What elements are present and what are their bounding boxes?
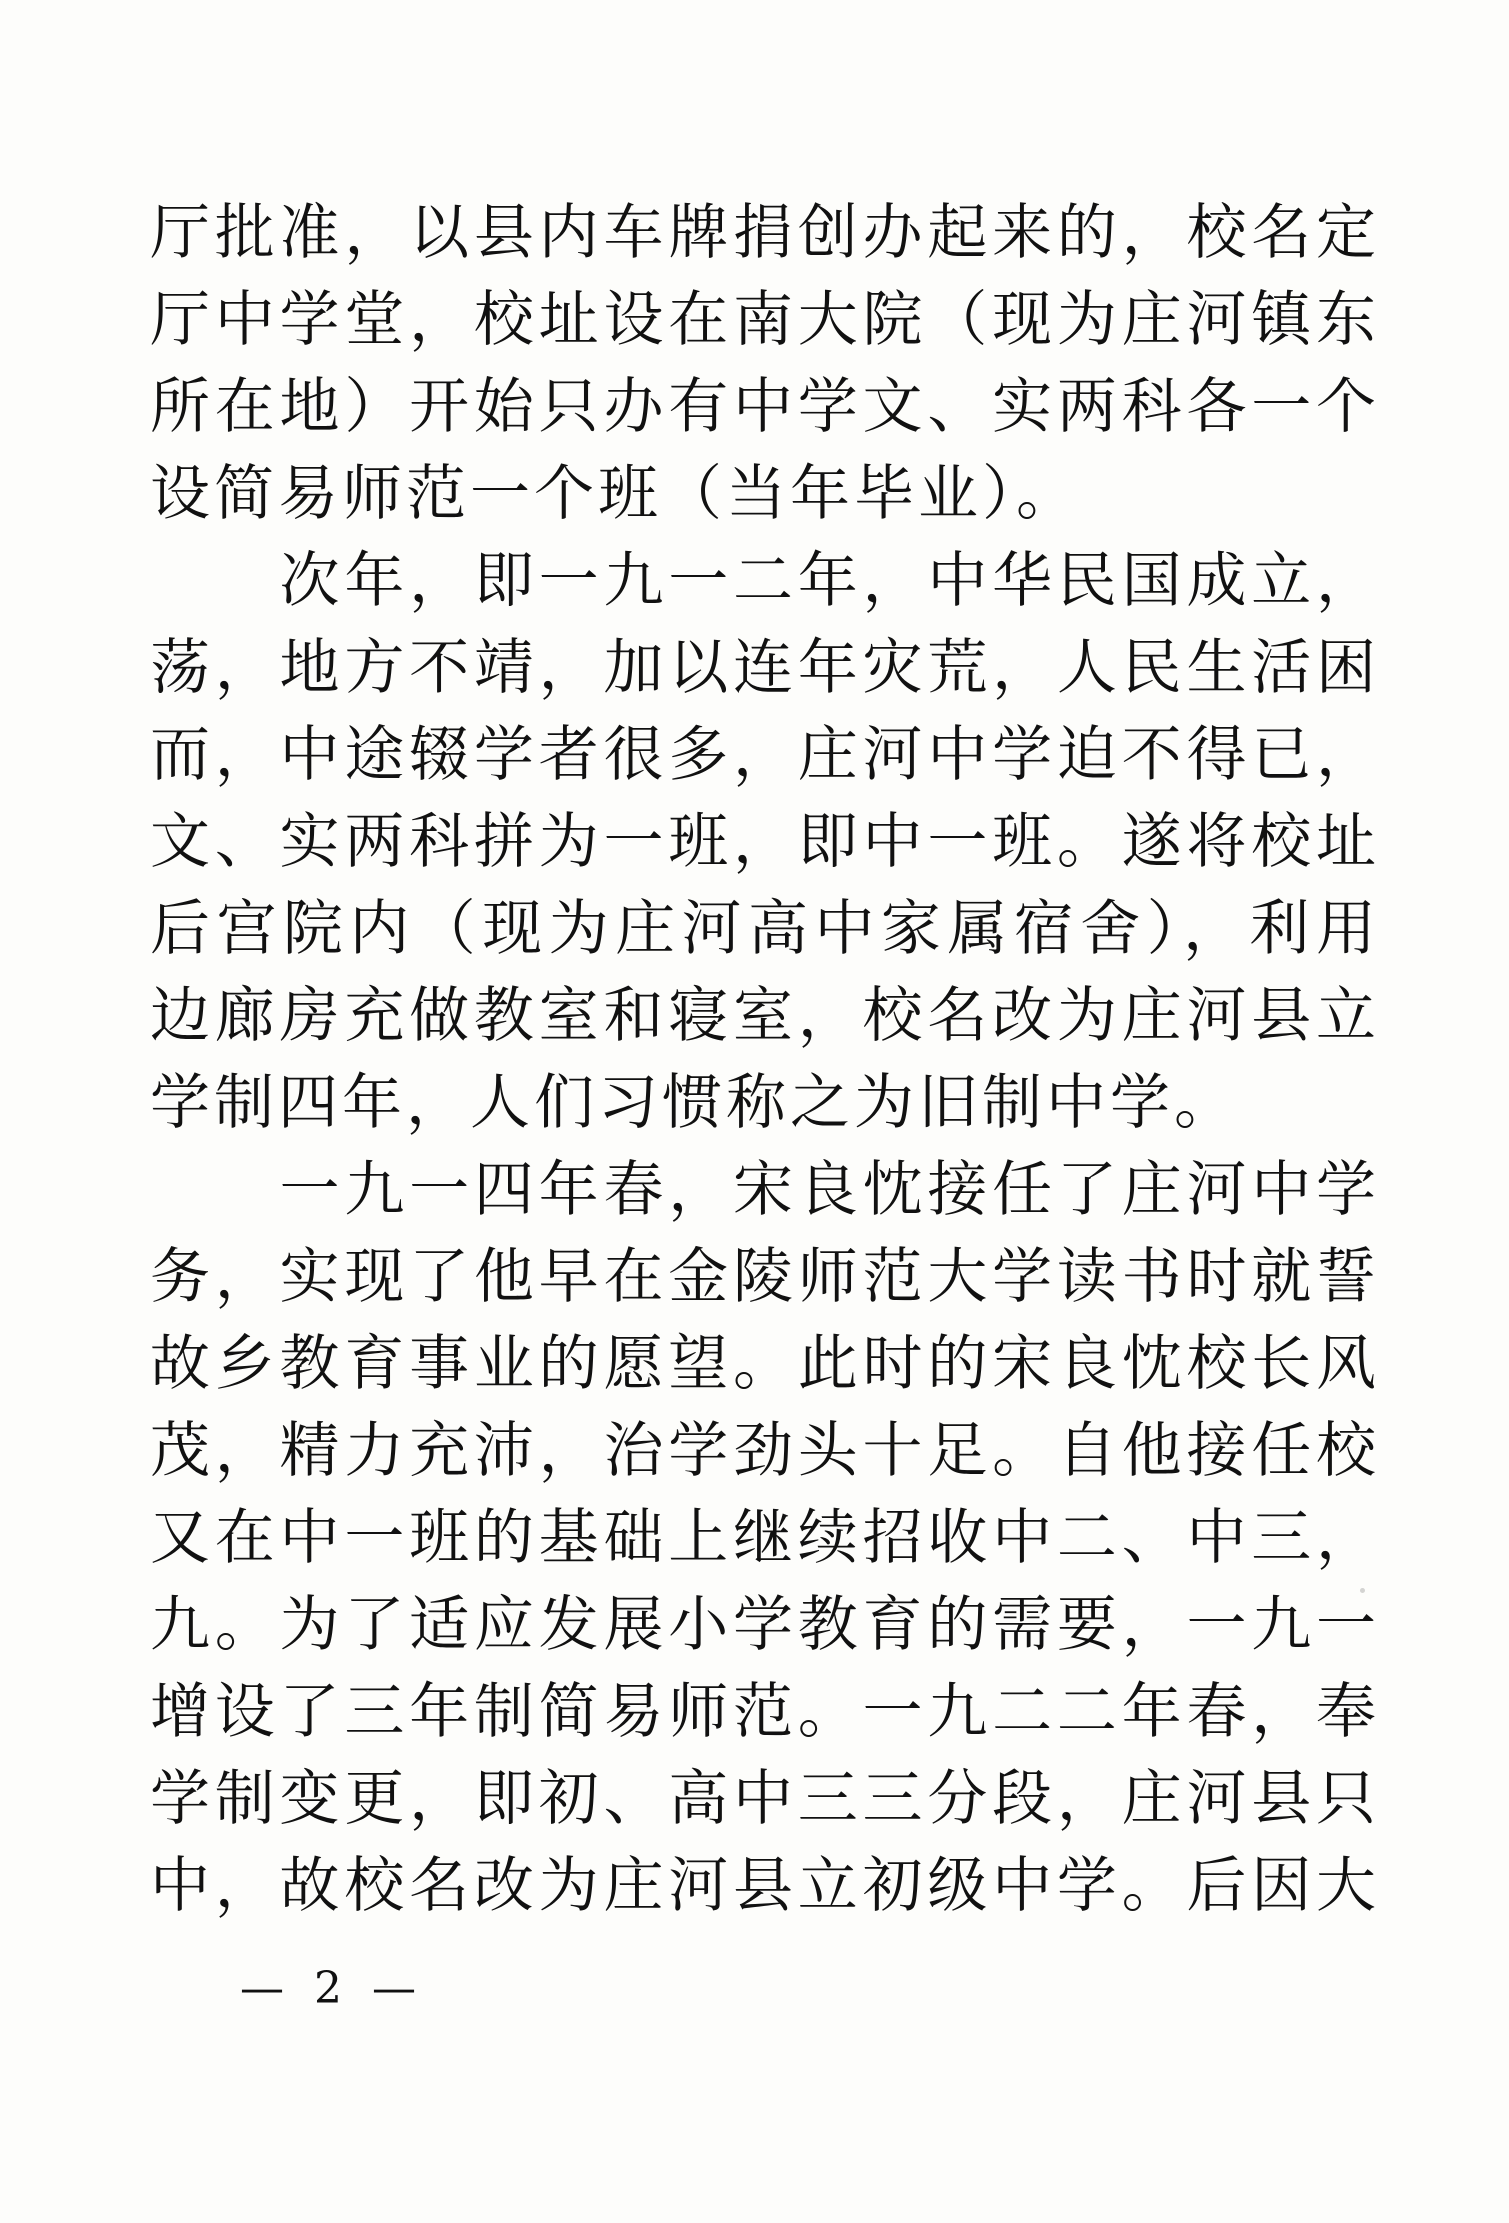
text-line: 增设了三年制简易师范。一九二二年春，奉 (150, 1677, 1380, 1747)
text-line: 荡，地方不靖，加以连年灾荒，人民生活困 (150, 633, 1380, 703)
text-line: 设简易师范一个班（当年毕业）。 (150, 459, 1080, 529)
text-line: 茂，精力充沛，治学劲头十足。自他接任校 (150, 1416, 1380, 1486)
text-line: 中，故校名改为庄河县立初级中学。后因大 (150, 1851, 1380, 1921)
text-line: 边廊房充做教室和寝室，校名改为庄河县立 (150, 981, 1380, 1051)
text-line: 学制四年，人们习惯称之为旧制中学。 (150, 1068, 1238, 1138)
text-line: 厅批准，以县内车牌捐创办起来的，校名定 (150, 198, 1380, 268)
text-line: 厅中学堂，校址设在南大院（现为庄河镇东 (150, 285, 1380, 355)
text-line: 务，实现了他早在金陵师范大学读书时就誓 (150, 1242, 1380, 1312)
scan-speck (1360, 1588, 1365, 1593)
text-line: 文、实两科拼为一班，即中一班。遂将校址 (150, 807, 1380, 877)
paragraph-start-line: 一九一四年春，宋良忱接任了庄河中学 (279, 1155, 1380, 1225)
scan-speck (1165, 1702, 1169, 1706)
paragraph-start-line: 次年，即一九一二年，中华民国成立， (279, 546, 1380, 616)
body-text (150, 190, 1380, 1930)
text-line: 所在地）开始只办有中学文、实两科各一个 (150, 372, 1380, 442)
text-line: 学制变更，即初、高中三三分段，庄河县只 (150, 1764, 1380, 1834)
text-line: 而，中途辍学者很多，庄河中学迫不得已， (150, 720, 1380, 790)
text-line: 后宫院内（现为庄河高中家属宿舍），利用 (150, 894, 1380, 964)
text-line: 九。为了适应发展小学教育的需要，一九一 (150, 1590, 1380, 1660)
page-number: — 2 — (240, 1963, 424, 2014)
text-line: 又在中一班的基础上继续招收中二、中三， (150, 1503, 1380, 1573)
text-line: 故乡教育事业的愿望。此时的宋良忱校长风 (150, 1329, 1380, 1399)
